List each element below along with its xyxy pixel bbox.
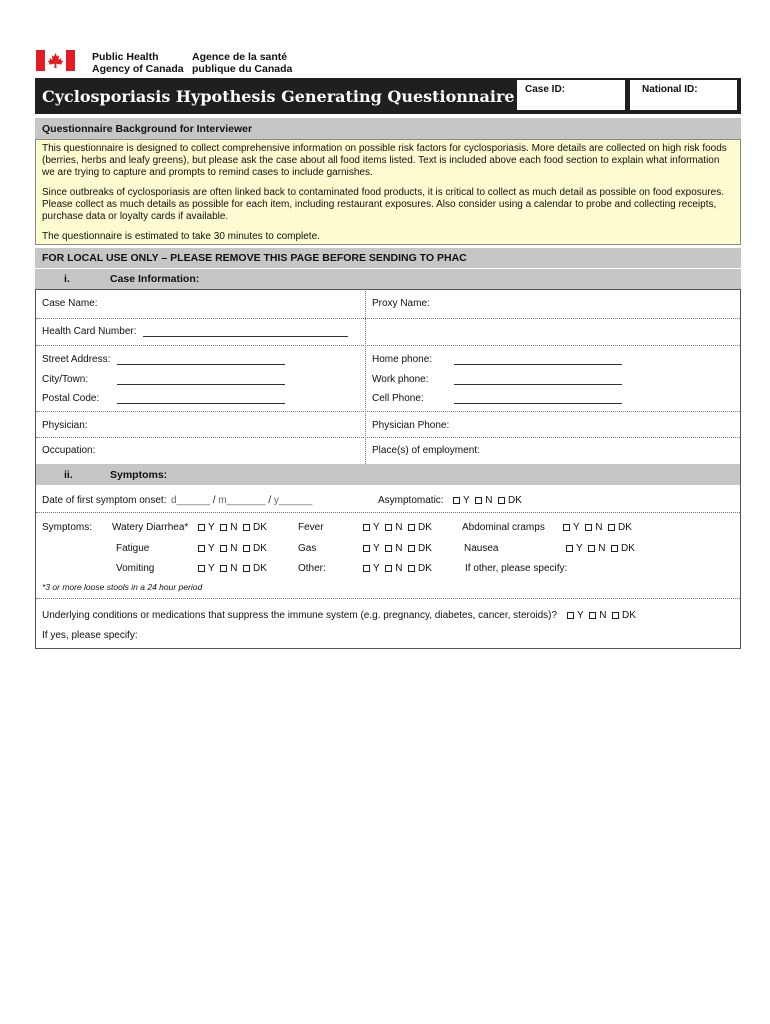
case-id-label: Case ID:	[525, 84, 566, 95]
occupation-label: Occupation:	[42, 445, 96, 456]
dept-name-fr: Agence de la santé publique du Canada	[192, 51, 293, 75]
city-label: City/Town:	[42, 374, 89, 385]
asymptomatic-label: Asymptomatic:	[378, 495, 444, 506]
symptoms-num: ii.	[64, 469, 73, 481]
watery-diarrhea-options[interactable]: Y N DK	[198, 522, 267, 533]
underlying-conditions-label: Underlying conditions or medications that suppress the immune system (e.g. pregnancy, diabetes, cancer, steroids)?	[42, 610, 558, 621]
symptom-gas: Gas	[298, 543, 317, 554]
case-id-field[interactable]	[517, 80, 625, 110]
symptoms-title: Symptoms:	[110, 469, 168, 481]
cell-phone-label: Cell Phone:	[372, 393, 424, 404]
symptom-vomiting: Vomiting	[116, 563, 155, 574]
fatigue-options[interactable]: Y N DK	[198, 543, 267, 554]
vomiting-options[interactable]: Y N DK	[198, 563, 267, 574]
home-phone-field[interactable]	[454, 354, 622, 365]
if-other-label: If other, please specify:	[465, 563, 568, 574]
health-card-label: Health Card Number:	[42, 326, 137, 337]
national-id-field[interactable]	[630, 80, 737, 110]
background-para-3: The questionnaire is estimated to take 30 minutes to complete.	[42, 231, 320, 242]
case-name-label: Case Name:	[42, 298, 98, 309]
symptoms-footnote: *3 or more loose stools in a 24 hour period	[42, 582, 203, 592]
symptom-fatigue: Fatigue	[116, 543, 150, 554]
work-phone-field[interactable]	[454, 374, 622, 385]
employment-label: Place(s) of employment:	[372, 445, 480, 456]
symptom-watery-diarrhea: Watery Diarrhea*	[112, 522, 189, 533]
street-label: Street Address:	[42, 354, 111, 365]
city-field[interactable]	[117, 374, 285, 385]
dept-name-en: Public Health Agency of Canada	[92, 51, 184, 75]
cell-phone-field[interactable]	[454, 393, 622, 404]
if-yes-label: If yes, please specify:	[42, 630, 138, 641]
onset-date[interactable]: d______ / m_______ / y______	[171, 495, 313, 506]
case-info-num: i.	[64, 273, 70, 285]
postal-label: Postal Code:	[42, 393, 100, 404]
nausea-options[interactable]: Y N DK	[566, 543, 635, 554]
symptoms-label: Symptoms:	[42, 522, 93, 533]
local-use-banner: FOR LOCAL USE ONLY – PLEASE REMOVE THIS PAGE BEFORE SENDING TO PHAC	[42, 252, 467, 264]
fever-options[interactable]: Y N DK	[363, 522, 432, 533]
work-phone-label: Work phone:	[372, 374, 429, 385]
background-para-1: This questionnaire is designed to collect comprehensive information on possible risk factors for cyclosporiasis. More details are collected on high risk foods (berries, herbs and leafy greens), but please ask the case about all food items listed. Text is included above each food section to explain what information we are trying to capture and prompts to remind cases to include garnishes.	[42, 143, 727, 178]
national-id-label: National ID:	[642, 84, 698, 95]
asymptomatic-options[interactable]: Y N DK	[453, 495, 522, 506]
physician-label: Physician:	[42, 420, 88, 431]
canada-flag-logo	[36, 50, 75, 71]
symptom-fever: Fever	[298, 522, 324, 533]
home-phone-label: Home phone:	[372, 354, 433, 365]
abdominal-cramps-options[interactable]: Y N DK	[563, 522, 632, 533]
street-field[interactable]	[117, 354, 285, 365]
other-options[interactable]: Y N DK	[363, 563, 432, 574]
symptom-nausea: Nausea	[464, 543, 499, 554]
background-para-2: Since outbreaks of cyclosporiasis are often linked back to contaminated food products, it is critical to collect as much detail as possible on food exposures. Please collect as much details as possible for each item, including restaurant exposures. Also consider using a calendar to probe and collecting receipts, purchase data or loyalty cards if available.	[42, 187, 725, 222]
proxy-name-label: Proxy Name:	[372, 298, 430, 309]
case-info-title: Case Information:	[110, 273, 200, 285]
health-card-field[interactable]	[143, 326, 348, 337]
background-heading: Questionnaire Background for Interviewer	[42, 123, 253, 135]
symptom-other: Other:	[298, 563, 326, 574]
underlying-conditions-options[interactable]: Y N DK	[567, 610, 636, 621]
physician-phone-label: Physician Phone:	[372, 420, 450, 431]
gas-options[interactable]: Y N DK	[363, 543, 432, 554]
symptom-abdominal-cramps: Abdominal cramps	[462, 522, 545, 533]
form-title: Cyclosporiasis Hypothesis Generating Questionnaire	[42, 87, 515, 106]
onset-label: Date of first symptom onset:	[42, 495, 167, 506]
postal-field[interactable]	[117, 393, 285, 404]
